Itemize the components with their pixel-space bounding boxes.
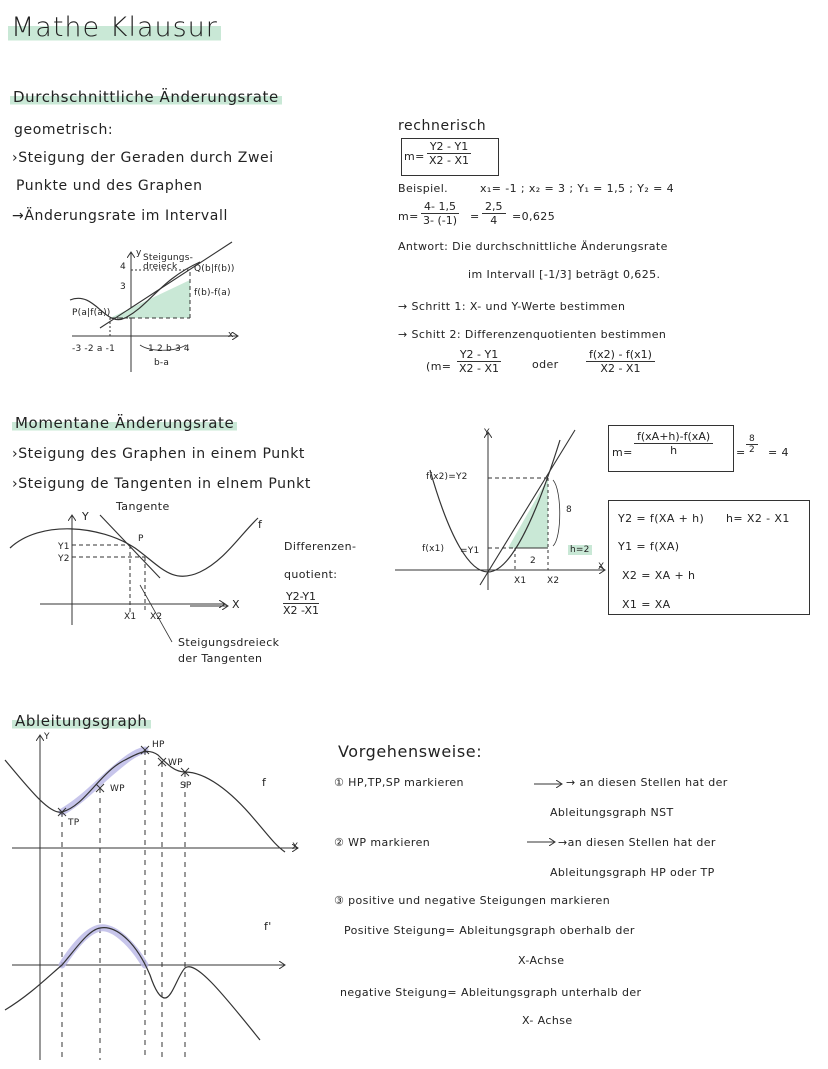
eight-label: 8: [566, 505, 572, 515]
def-line3: X2 = XA + h: [622, 569, 696, 582]
parabola-tangent: [480, 430, 575, 585]
f-label: f: [262, 776, 267, 789]
steig-dreieck1: Steigungsdreieck: [178, 636, 280, 649]
step2-a: ② WP markieren: [334, 836, 431, 849]
vorgehen-heading: Vorgehensweise:: [338, 742, 483, 761]
h-eq: =: [736, 446, 746, 459]
page-title: Mathe Klausur: [8, 12, 221, 43]
beispiel-values: x₁= -1 ; x₂ = 3 ; Y₁ = 1,5 ; Y₂ = 4: [480, 182, 674, 195]
parabola-graph: [395, 430, 605, 590]
rech-label: rechnerisch: [398, 118, 487, 134]
parabola-x-label: X: [598, 562, 605, 572]
def-line1: Y2 = f(XA + h): [618, 512, 705, 525]
x-ticks-left: -3 -2 a -1: [72, 344, 116, 354]
section2-heading: Momentane Änderungsrate: [12, 414, 237, 432]
calc-lhs: m=: [398, 210, 419, 223]
calc-result: =0,625: [512, 210, 556, 223]
geo-line2: Punkte und des Graphen: [16, 178, 203, 194]
step3-c: X-Achse: [518, 954, 565, 967]
steig-label: Steigungs- dreieck: [143, 253, 194, 272]
tangent-y-label: Y: [82, 510, 90, 523]
tangent-y2: Y2: [58, 554, 70, 564]
tangente-label: Tangente: [116, 500, 170, 513]
def-line4: X1 = XA: [622, 598, 671, 611]
h-result-fraction: $\frac{8}{2}$: [746, 434, 758, 455]
dq-oder: oder: [532, 358, 559, 371]
h-m-lhs: m=: [612, 446, 633, 459]
f-y-label: Y: [44, 732, 50, 742]
fb-fa-label: f(b)-f(a): [194, 288, 231, 298]
tangent-x-label: X: [232, 598, 240, 611]
step2-b: →an diesen Stellen hat der: [558, 836, 716, 849]
tangent-graph: [10, 515, 258, 642]
wp2-label: WP: [168, 758, 183, 768]
tangent-x1: X1: [124, 612, 137, 622]
tangent-curve: [10, 518, 258, 576]
tangent-f-label: f: [258, 518, 263, 531]
geo-line3: →Änderungsrate im Intervall: [12, 208, 228, 224]
tp-label: TP: [68, 818, 80, 828]
step1-a: ① HP,TP,SP markieren: [334, 776, 464, 789]
step3-a: ③ positive und negative Steigungen markieren: [334, 894, 611, 907]
b-a-label: b-a: [154, 358, 170, 368]
parabola-y-label: Y: [484, 428, 490, 438]
step3-e: X- Achse: [522, 1014, 573, 1027]
f-x-label: X: [292, 842, 299, 852]
tangent-x2: X2: [150, 612, 163, 622]
sp-label: SP: [180, 781, 192, 791]
geo-line1: ›Steigung der Geraden durch Zwei: [12, 150, 274, 166]
schritt1: → Schritt 1: X- und Y-Werte bestimmen: [398, 300, 626, 313]
h-result: = 4: [768, 446, 789, 459]
x-ticks-right: 1 2 b 3 4: [148, 344, 190, 354]
y3-tick: 3: [120, 282, 126, 292]
beispiel-label: Beispiel.: [398, 182, 449, 195]
dq-fraction2: $\frac{f(x2) - f(x1)}{X2 - X1}$: [586, 348, 655, 375]
step3-b: Positive Steigung= Ableitungsgraph oberhalb der: [344, 924, 635, 937]
two-label: 2: [530, 556, 536, 566]
wp1-label: WP: [110, 784, 125, 794]
hp-label: HP: [152, 740, 165, 750]
antwort-line1: Antwort: Die durchschnittliche Änderungsrate: [398, 240, 668, 253]
m-lhs: m=: [404, 150, 425, 163]
fx1-label: f(x1): [422, 544, 445, 554]
section3-heading: Ableitungsgraph: [12, 712, 151, 730]
calc-fraction1: $\frac{4- 1,5}{3- (-1)}$: [423, 200, 458, 227]
fx2-label: f(x2)=Y2: [426, 472, 468, 482]
step2-c: Ableitungsgraph HP oder TP: [550, 866, 715, 879]
y1-label: =Y1: [460, 546, 480, 556]
geo-label: geometrisch:: [14, 122, 114, 138]
def-line1b: h= X2 - X1: [726, 512, 790, 525]
q-label: Q(b|f(b)): [194, 264, 235, 274]
diff-fraction: $\frac{Y2-Y1}{X2 -X1}$: [283, 590, 319, 617]
px1-label: X1: [514, 576, 527, 586]
diff-label2: quotient:: [284, 568, 338, 581]
fprime-curve: [5, 928, 260, 1040]
dq-fraction1: $\frac{Y2 - Y1}{X2 - X1}$: [456, 348, 502, 375]
secant-y-label: y: [136, 248, 142, 258]
tangent-y1: Y1: [58, 542, 70, 552]
f-graph: [5, 735, 298, 1060]
step3-d: negative Steigung= Ableitungsgraph unterhalb der: [340, 986, 642, 999]
section1-heading: Durchschnittliche Änderungsrate: [10, 88, 282, 106]
sec2-line1: ›Steigung des Graphen in einem Punkt: [12, 446, 306, 462]
p-label: P(a|f(a)): [72, 308, 111, 318]
calc-eq: =: [470, 210, 480, 223]
parabola-triangle-fill: [508, 478, 548, 548]
schritt2: → Schitt 2: Differenzenquotienten bestimmen: [398, 328, 667, 341]
step1-c: Ableitungsgraph NST: [550, 806, 674, 819]
secant-x-label: x: [228, 330, 234, 340]
def-line2: Y1 = f(XA): [618, 540, 680, 553]
diff-label1: Differenzen-: [284, 540, 357, 553]
px2-label: X2: [547, 576, 560, 586]
step1-b: → an diesen Stellen hat der: [566, 776, 728, 789]
tangent-p-label: P: [138, 534, 144, 544]
h-fraction: $\frac{f(xA+h)-f(xA)}{h}$: [634, 430, 713, 457]
y4-tick: 4: [120, 262, 126, 272]
fprime-label: f': [264, 920, 272, 933]
antwort-line2: im Intervall [-1/3] beträgt 0,625.: [468, 268, 661, 281]
dq-lhs: (m=: [426, 360, 452, 373]
sec2-line2: ›Steigung de Tangenten in elnem Punkt: [12, 476, 311, 492]
m-fraction: $\frac{Y2 - Y1}{X2 - X1}$: [426, 140, 472, 167]
h2-label: h=2: [570, 545, 590, 555]
calc-fraction2: $\frac{2,5}{4}$: [482, 200, 506, 227]
steig-dreieck2: der Tangenten: [178, 652, 263, 665]
